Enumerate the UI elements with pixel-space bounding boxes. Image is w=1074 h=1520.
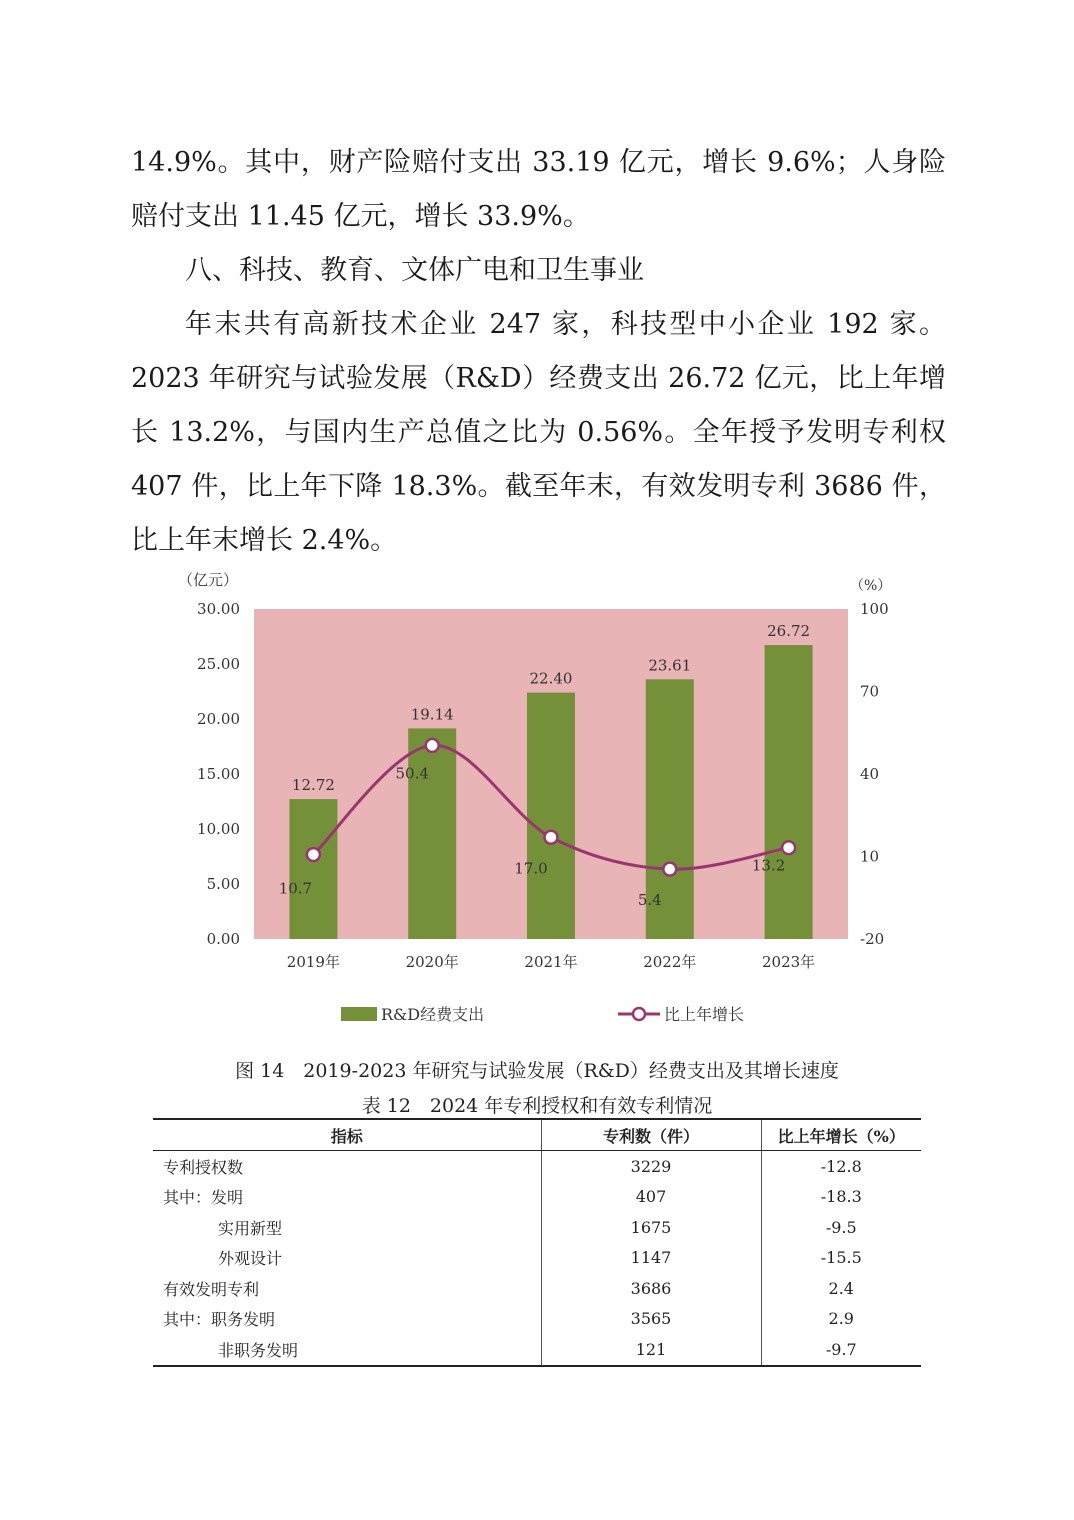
- section-heading: 八、科技、教育、文体广电和卫生事业: [185, 255, 644, 286]
- bar-value-label: 22.40: [529, 669, 573, 688]
- y2-tick-label: 10: [860, 847, 880, 866]
- rd-chart: [150, 562, 910, 1042]
- legend-bar-label: R&D经费支出: [381, 1005, 485, 1024]
- x-tick-label: 2023年: [762, 953, 816, 971]
- row-growth: -15.5: [761, 1243, 921, 1274]
- y-tick-label: 0.00: [206, 930, 240, 948]
- row-growth: -12.8: [761, 1151, 921, 1182]
- bar-2023年: [765, 645, 813, 939]
- table-row: [153, 1182, 921, 1213]
- x-tick-label: 2019年: [286, 953, 340, 971]
- x-tick-label: 2020年: [405, 953, 459, 971]
- y2-tick-label: 40: [860, 765, 880, 783]
- legend-line-marker: [633, 1008, 645, 1020]
- y-tick-label: 25.00: [197, 655, 240, 673]
- header-growth: 比上年增长（%）: [761, 1119, 921, 1151]
- section-heading-wrap: [131, 244, 946, 298]
- growth-point-2020年: [426, 739, 439, 752]
- row-count: 1675: [541, 1212, 761, 1243]
- paragraph-text: 14.9%。其中，财产险赔付支出 33.19 亿元，增长 9.6%；人身险赔付支出 11.45 亿元，增长 33.9%。: [131, 147, 946, 232]
- table-title: 表 12 2024 年专利授权和有效专利情况: [361, 1095, 713, 1117]
- bar-2020年: [408, 728, 456, 939]
- table-row: [153, 1212, 921, 1243]
- row-growth: -9.7: [761, 1334, 921, 1366]
- y-tick-label: 30.00: [197, 600, 240, 618]
- y-tick-label: 5.00: [206, 875, 240, 893]
- table-row: [153, 1243, 921, 1274]
- legend-bar-swatch: [341, 1007, 377, 1021]
- row-growth: 2.4: [761, 1273, 921, 1304]
- bar-2019年: [289, 799, 337, 939]
- row-count: 121: [541, 1334, 761, 1366]
- bar-value-label: 23.61: [648, 656, 692, 675]
- row-name: 非职务发明: [218, 1340, 299, 1360]
- row-name: 专利授权数: [163, 1157, 244, 1177]
- table-row: [153, 1334, 921, 1366]
- row-name: 实用新型: [218, 1218, 283, 1238]
- row-name: 外观设计: [218, 1249, 283, 1269]
- growth-point-2023年: [782, 841, 795, 854]
- y-axis-unit: （亿元）: [178, 571, 239, 589]
- row-growth: 2.9: [761, 1304, 921, 1335]
- paragraph-technology: [131, 298, 946, 568]
- legend-line-label: 比上年增长: [664, 1005, 745, 1024]
- row-growth: -18.3: [761, 1182, 921, 1213]
- x-tick-label: 2021年: [524, 953, 578, 971]
- row-name: 其中：职务发明: [163, 1310, 276, 1330]
- growth-value-label: 5.4: [637, 891, 662, 910]
- growth-value-label: 50.4: [395, 764, 429, 783]
- growth-value-label: 17.0: [514, 859, 548, 878]
- growth-point-2022年: [663, 863, 676, 876]
- header-indicator: 指标: [153, 1119, 541, 1151]
- row-count: 1147: [541, 1243, 761, 1274]
- table-header-row: [153, 1119, 921, 1151]
- y-tick-label: 15.00: [197, 765, 240, 783]
- table-row: [153, 1273, 921, 1304]
- figure-caption: 图 14 2019-2023 年研究与试验发展（R&D）经费支出及其增长速度: [235, 1060, 839, 1082]
- y2-tick-label: -20: [860, 930, 885, 948]
- growth-value-label: 10.7: [278, 879, 313, 898]
- patent-table: [153, 1118, 921, 1367]
- x-tick-label: 2022年: [643, 953, 697, 971]
- bar-value-label: 12.72: [291, 776, 335, 795]
- growth-value-label: 13.2: [751, 856, 786, 875]
- row-name: 其中：发明: [163, 1188, 244, 1208]
- paragraph-text: 年末共有高新技术企业 247 家，科技型中小企业 192 家。2023 年研究与试验发展（R&D）经费支出 26.72 亿元，比上年增长 13.2%，与国内生产总值之比为 0.56%。全年授予发明专利权 407 件，比上年下降 18.3%。截至年末，有效发明专利 3686 件，比上年末增长 2.4%。: [131, 309, 946, 556]
- y-tick-label: 20.00: [197, 710, 240, 728]
- header-count: 专利数（件）: [541, 1119, 761, 1151]
- row-growth: -9.5: [761, 1212, 921, 1243]
- bar-value-label: 26.72: [767, 622, 811, 641]
- row-count: 3565: [541, 1304, 761, 1335]
- row-name: 有效发明专利: [163, 1279, 260, 1299]
- table-row: [153, 1304, 921, 1335]
- growth-point-2019年: [307, 848, 320, 861]
- y2-tick-label: 100: [860, 600, 889, 618]
- table-row: [153, 1151, 921, 1182]
- y2-tick-label: 70: [860, 682, 880, 701]
- bar-value-label: 19.14: [410, 705, 454, 724]
- growth-point-2021年: [545, 831, 558, 844]
- row-count: 3686: [541, 1273, 761, 1304]
- paragraph-insurance: [131, 136, 946, 244]
- y-tick-label: 10.00: [197, 820, 240, 838]
- row-count: 3229: [541, 1151, 761, 1182]
- row-count: 407: [541, 1182, 761, 1213]
- bar-2021年: [527, 693, 575, 939]
- y2-axis-unit: （%）: [850, 578, 892, 594]
